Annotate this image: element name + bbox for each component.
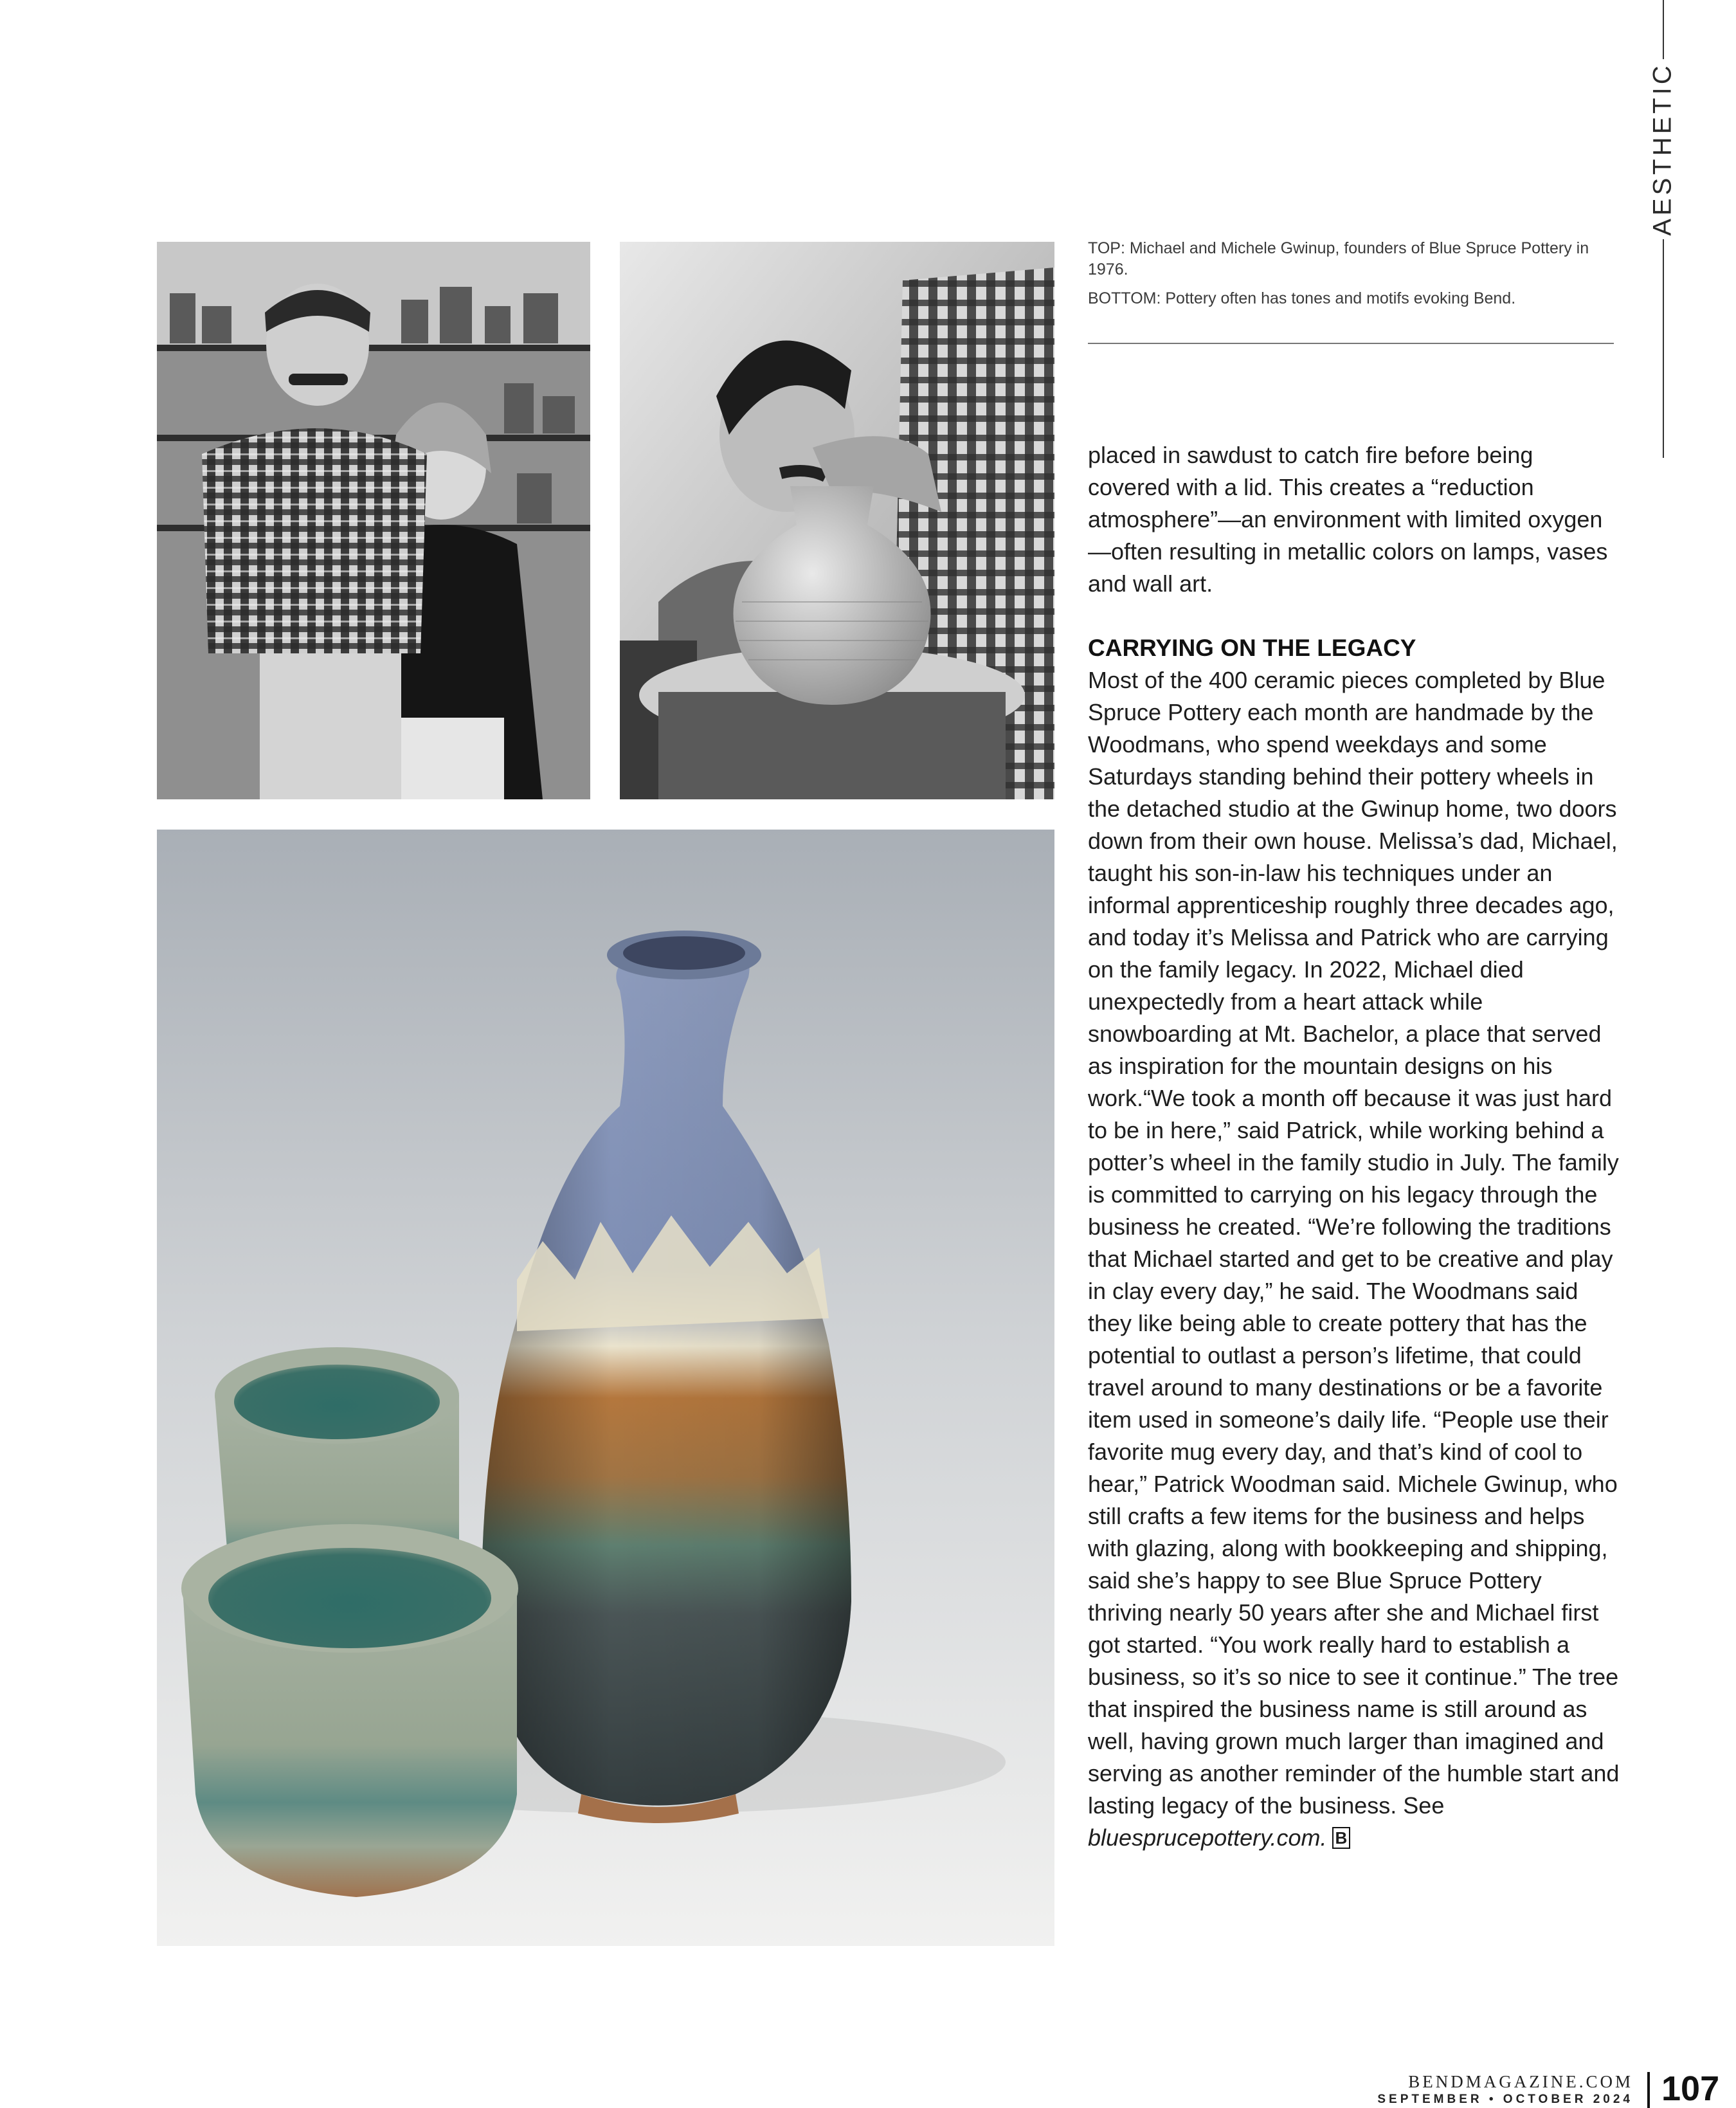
- main-paragraph-text: Most of the 400 ceramic pieces completed by Blue Spruce Pottery each month are handmade by the Woodmans, who spend weekdays and some Saturdays standing behind their pottery wheels in the detached studio at the Gwinup home, two doors down from their own house. Melissa’s dad, Michael, taught his son-in-law his techniques under an informal apprenticeship roughly three decades ago, and today it’s Melissa and Patrick who are carrying on the family legacy. In 2022, Michael died unexpectedly from a heart attack while snowboarding at Mt. Bachelor, a place that served as inspiration for the mountain designs on his work.“We took a month off because it was just hard to be in here,” said Patrick, while working behind a potter’s wheel in the family studio in July. The family is committed to carrying on his legacy through the business he created. “We’re following the traditions that Michael started and get to be creative and play in clay every day,” he said. The Woodmans said they like being able to create pottery that has the potential to outlast a person’s lifetime, that could travel around to many destinations or be a favorite item used in someone’s daily life. “People use their favorite mug every day, and that’s kind of cool to hear,” Patrick Woodman said. Michele Gwinup, who still crafts a few items for the business and helps with glazing, along with bookkeeping and shipping, said she’s happy to see Blue Spruce Pottery thriving nearly 50 years after she and Michael first got started. “You work really hard to establish a business, so it’s so nice to see it continue.” The tree that inspired the business name is still around as well, having grown much larger than imagined and serving as another reminder of the humble start and lasting legacy of the business. See: [1088, 667, 1620, 1819]
- photo-captions: [1088, 238, 1615, 309]
- founders-photo: [157, 242, 590, 799]
- caption-top: TOP: Michael and Michele Gwinup, founders of Blue Spruce Pottery in 1976.: [1088, 239, 1589, 278]
- end-mark-logo: B: [1332, 1827, 1351, 1849]
- main-paragraph: [1088, 664, 1622, 1854]
- caption-bottom: BOTTOM: Pottery often has tones and motifs evoking Bend.: [1088, 289, 1516, 307]
- article-body: [1088, 439, 1622, 1854]
- website-link[interactable]: bluesprucepottery.com.: [1088, 1824, 1327, 1851]
- pottery-photo: [157, 830, 1054, 1946]
- section-rule-top: [1663, 0, 1664, 59]
- caption-divider: [1088, 343, 1614, 344]
- footer-issue: SEPTEMBER • OCTOBER 2024: [1377, 2093, 1633, 2106]
- subheading: CARRYING ON THE LEGACY: [1088, 635, 1416, 661]
- section-rule-bottom: [1663, 239, 1664, 458]
- page-number: 107: [1661, 2069, 1720, 2108]
- lead-paragraph: placed in sawdust to catch fire before being covered with a lid. This creates a “reduction atmosphere”—an environment with limited oxygen—often resulting in metallic colors on lamps, vases and wall art.: [1088, 442, 1608, 597]
- section-label: AESTHETIC: [1648, 62, 1677, 236]
- footer-site: BENDMAGAZINE.COM: [1408, 2072, 1633, 2091]
- potter-photo: [620, 242, 1054, 799]
- footer-divider: [1647, 2072, 1650, 2108]
